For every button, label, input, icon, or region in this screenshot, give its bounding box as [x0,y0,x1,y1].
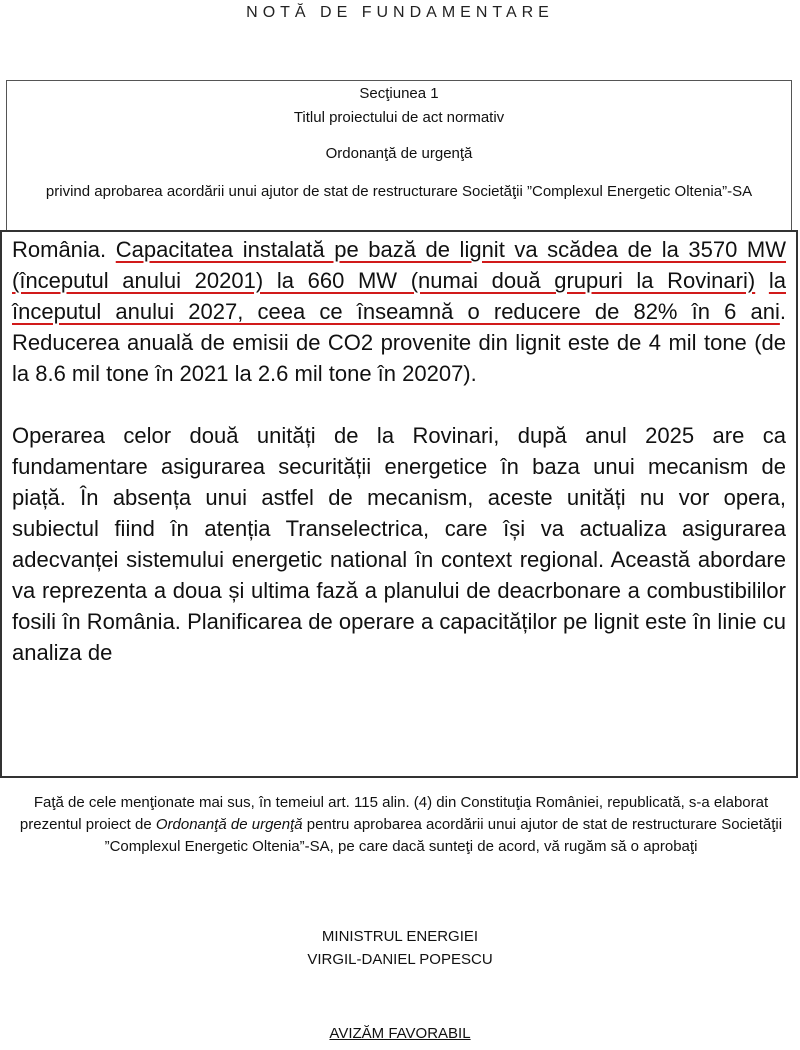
section-header-box [6,80,792,230]
section-label: Secţiunea 1 [359,85,439,102]
signatory-role: MINISTRUL ENERGIEI [321,928,479,945]
highlighted-reduction: la începutul anului 2027, ceea ce înseamnă o reducere de 82% în 6 ani [12,268,786,324]
closing-paragraph [12,792,790,858]
paragraph-capacity-start: România. [12,237,116,262]
screenshot-excerpt [0,230,798,778]
closing-act-type: Ordonanţă de urgenţă [155,816,303,833]
document-title: NOTĂ DE FUNDAMENTARE [246,4,554,21]
paragraph-capacity-gap [755,268,769,293]
paragraph-capacity-end: . Reducerea anuală de emisii de CO2 provenite din lignit este de 4 mil tone (de la 8.6 mil tone în 2021 la 2.6 mil tone în 20207). [12,299,786,386]
signatory-name: VIRGIL-DANIEL POPESCU [307,951,493,968]
closing-text-start: Faţă de cele menţionate mai sus, în temeiul art. 115 alin. (4) din Constituţia României, republicată, s-a elaborat prezentul proiect de [19,794,769,833]
act-title-label: Titlul proiectului de act normativ [293,109,505,126]
closing-text-end: pentru aprobarea acordării unui ajutor de stat de restructurare Societăţii ”Complexul Energetic Oltenia”-SA, pe care dacă sunteţi de acord, vă rugăm să o aprobaţi [104,816,783,855]
signature-block [0,925,800,971]
act-subject: privind aprobarea acordării unui ajutor de stat de restructurare Societăţii ”Complexul Energetic Oltenia”-SA [45,183,753,200]
highlighted-capacity-drop: Capacitatea instalată pe bază de lignit va scădea de la 3570 MW (începutul anului 20201) la 660 MW (numai două grupuri la Rovinari) [12,237,786,293]
act-type: Ordonanţă de urgenţă [325,145,473,162]
paragraph-rovinari: Operarea celor două unități de la Rovinari, după anul 2025 are ca fundamentare asigurarea securității energetice în baza unui mecanism de piață. În absența unui astfel de mecanism, aceste unități nu vor opera, subiectul fiind în atenția Transelectrica, care își va actualiza asigurarea adecvanței sistemului energetic national în context regional. Această abordare va reprezenta a doua și ultima fază a planului de deacrbonare a combustibililor fosili în România. Planificarea de operare a capacităților pe lignit este în linie cu analiza de [12,423,786,665]
approval-heading: AVIZĂM FAVORABIL [329,1025,471,1042]
paragraph-capacity [12,234,786,389]
